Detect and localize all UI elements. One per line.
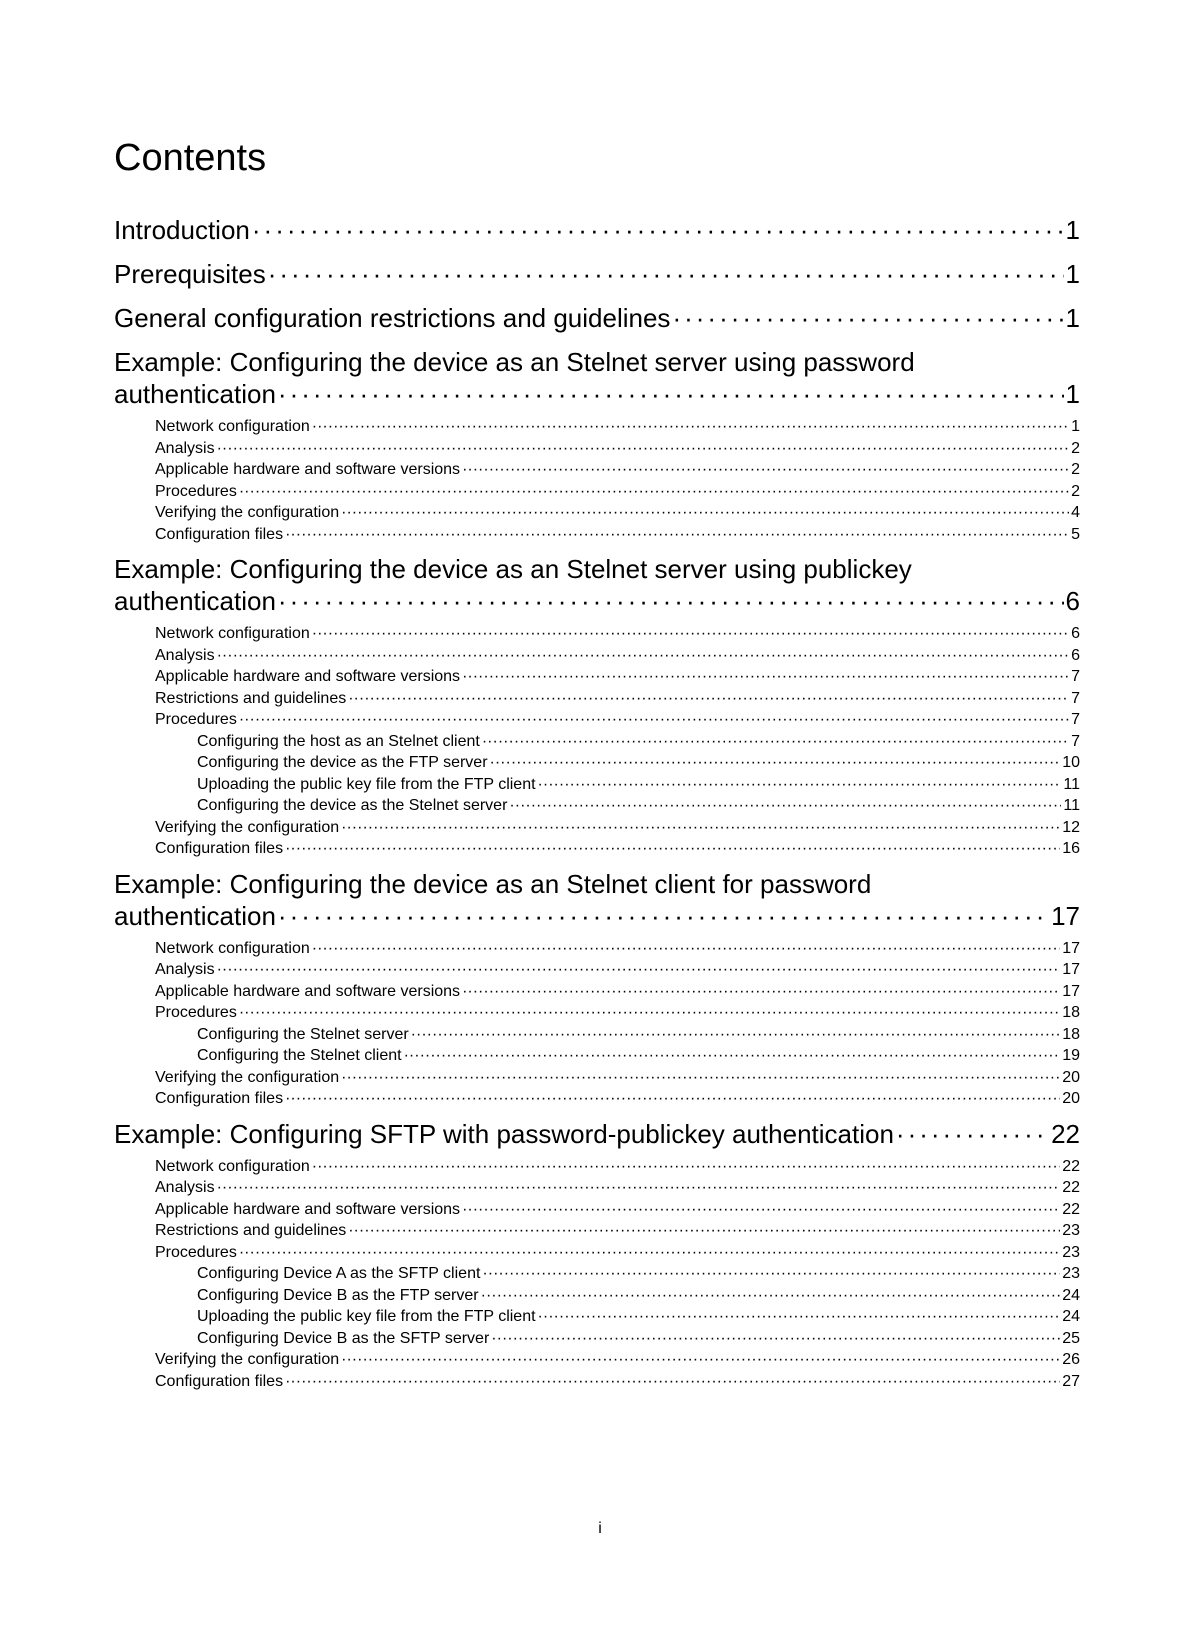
toc-subsection-entry[interactable] bbox=[114, 1306, 1080, 1328]
toc-page-number: 7 bbox=[1071, 732, 1080, 750]
toc-entry-label: Procedures bbox=[155, 1004, 237, 1021]
toc-page-number: 7 bbox=[1071, 668, 1080, 685]
dot-leader bbox=[462, 666, 1069, 688]
toc-entry-label: Analysis bbox=[155, 646, 215, 664]
toc-chapter-label: Example: Configuring the device as an Stelnet client for password bbox=[114, 868, 872, 899]
toc-section-entry[interactable] bbox=[114, 459, 1080, 481]
toc-page-number: 4 bbox=[1071, 504, 1080, 521]
toc-entry-label: authentication bbox=[114, 379, 276, 409]
dot-leader bbox=[285, 524, 1069, 546]
toc-entry-label: Prerequisites bbox=[114, 259, 266, 289]
toc-page-number: 25 bbox=[1062, 1329, 1080, 1347]
toc-entry-label: Procedures bbox=[155, 482, 237, 500]
dot-leader bbox=[312, 1156, 1060, 1178]
toc-page-number: 20 bbox=[1062, 1090, 1080, 1107]
toc-entry-label: Network configuration bbox=[155, 625, 310, 642]
dot-leader bbox=[239, 709, 1069, 731]
dot-leader bbox=[348, 688, 1069, 710]
toc-chapter-heading-line[interactable] bbox=[114, 868, 1080, 900]
toc-page-number: 23 bbox=[1062, 1222, 1080, 1239]
toc-page-number: 11 bbox=[1063, 775, 1080, 793]
toc-subsection-entry[interactable] bbox=[114, 1263, 1080, 1285]
dot-leader bbox=[482, 731, 1069, 753]
toc-entry-label: Procedures bbox=[155, 711, 237, 728]
toc-entry-introduction[interactable] bbox=[114, 214, 1080, 246]
toc-page-number: 22 bbox=[1062, 1157, 1080, 1175]
toc-page-number: 17 bbox=[1062, 982, 1080, 1000]
toc-page-number: 18 bbox=[1062, 1004, 1080, 1021]
toc-entry-label: Configuring the host as an Stelnet client bbox=[197, 732, 480, 750]
toc-section-entry[interactable] bbox=[114, 1220, 1080, 1242]
toc-entry-label: Network configuration bbox=[155, 939, 310, 957]
toc-entry-label: Applicable hardware and software versions bbox=[155, 668, 461, 685]
dot-leader bbox=[341, 1349, 1060, 1371]
toc-entry-label: Configuration files bbox=[155, 840, 284, 857]
toc-entry-label: Configuring the Stelnet server bbox=[197, 1025, 409, 1043]
toc-section-entry[interactable] bbox=[114, 666, 1080, 688]
toc-chapter-heading-line[interactable] bbox=[114, 346, 1080, 378]
dot-leader bbox=[896, 1118, 1049, 1150]
toc-page-number: 17 bbox=[1062, 939, 1080, 957]
dot-leader bbox=[252, 214, 1064, 246]
toc-section-entry[interactable] bbox=[114, 1349, 1080, 1371]
dot-leader bbox=[217, 1177, 1061, 1199]
toc-page-number: 6 bbox=[1071, 646, 1080, 664]
toc-subsection-entry[interactable] bbox=[114, 731, 1080, 753]
toc-subsection-entry[interactable] bbox=[114, 1285, 1080, 1307]
toc-entry-label: Network configuration bbox=[155, 418, 310, 435]
dot-leader bbox=[239, 1242, 1060, 1264]
toc-entry-label: Applicable hardware and software versions bbox=[155, 982, 461, 1000]
toc-chapter bbox=[114, 1118, 1080, 1393]
toc-page-number: 24 bbox=[1062, 1308, 1080, 1325]
toc-page-number: 7 bbox=[1071, 689, 1080, 707]
toc-section-entry[interactable] bbox=[114, 1177, 1080, 1199]
toc-entry-label: Restrictions and guidelines bbox=[155, 1222, 347, 1239]
toc-subsection-entry[interactable] bbox=[114, 774, 1080, 796]
toc-section-entry[interactable] bbox=[114, 981, 1080, 1003]
toc-entry-label: Configuring Device A as the SFTP client bbox=[197, 1265, 481, 1282]
toc-entry-label: authentication bbox=[114, 900, 276, 931]
toc-page-number: 2 bbox=[1071, 482, 1080, 500]
toc-page-number: 6 bbox=[1065, 586, 1080, 616]
toc-section-entry[interactable] bbox=[114, 1156, 1080, 1178]
dot-leader bbox=[538, 774, 1062, 796]
toc-entry-general-restrictions[interactable] bbox=[114, 302, 1080, 334]
toc-page-number: 17 bbox=[1051, 900, 1080, 931]
toc-chapter-entry[interactable] bbox=[114, 1118, 1080, 1150]
toc-chapter bbox=[114, 553, 1080, 860]
dot-leader bbox=[411, 1024, 1061, 1046]
toc-chapter bbox=[114, 868, 1080, 1110]
dot-leader bbox=[239, 1002, 1060, 1024]
dot-leader bbox=[278, 378, 1064, 410]
toc-entry-label: Restrictions and guidelines bbox=[155, 689, 347, 707]
toc-entry-label: Procedures bbox=[155, 1243, 237, 1261]
toc-chapter-entry[interactable] bbox=[114, 585, 1080, 617]
toc-section-entry[interactable] bbox=[114, 438, 1080, 460]
toc-entry-prerequisites[interactable] bbox=[114, 258, 1080, 290]
toc-page-number: 26 bbox=[1062, 1351, 1080, 1368]
chapter-list bbox=[114, 346, 1080, 1392]
toc-page-number: 1 bbox=[1065, 303, 1080, 333]
toc-section-entry[interactable] bbox=[114, 709, 1080, 731]
toc-entry-label: Configuring Device B as the SFTP server bbox=[197, 1329, 490, 1347]
dot-leader bbox=[404, 1045, 1061, 1067]
toc-page-number: 6 bbox=[1071, 625, 1080, 642]
toc-section-entry[interactable] bbox=[114, 645, 1080, 667]
dot-leader bbox=[341, 502, 1069, 524]
toc-page-number: 1 bbox=[1065, 215, 1080, 245]
toc-page-number: 23 bbox=[1062, 1243, 1080, 1261]
toc-page-number: 1 bbox=[1065, 379, 1080, 409]
toc-page-number: 24 bbox=[1062, 1286, 1080, 1304]
toc-entry-label: Applicable hardware and software versions bbox=[155, 461, 461, 478]
toc-entry-label: Analysis bbox=[155, 439, 215, 457]
toc-entry-label: authentication bbox=[114, 586, 276, 616]
toc-entry-label: Configuration files bbox=[155, 525, 284, 543]
dot-leader bbox=[312, 623, 1069, 645]
toc-entry-label: Configuring the device as the FTP server bbox=[197, 754, 488, 771]
toc-section-entry[interactable] bbox=[114, 1199, 1080, 1221]
toc-section-list bbox=[114, 416, 1080, 545]
toc-page-number: 1 bbox=[1065, 259, 1080, 289]
toc-section-entry[interactable] bbox=[114, 524, 1080, 546]
dot-leader bbox=[239, 481, 1069, 503]
toc-section-entry[interactable] bbox=[114, 1088, 1080, 1110]
toc-entry-label: Uploading the public key file from the FTP client bbox=[197, 1308, 536, 1325]
toc-chapter-label: Example: Configuring the device as an Stelnet server using password bbox=[114, 347, 915, 377]
toc-page-number: 27 bbox=[1062, 1372, 1080, 1390]
toc-section-entry[interactable] bbox=[114, 623, 1080, 645]
toc-subsection-entry[interactable] bbox=[114, 795, 1080, 817]
toc-page-number: 2 bbox=[1071, 461, 1080, 478]
toc-entry-label: Configuring the device as the Stelnet server bbox=[197, 797, 508, 814]
toc-page-number: 17 bbox=[1062, 961, 1080, 978]
dot-leader bbox=[509, 795, 1061, 817]
toc-page-number: 10 bbox=[1062, 754, 1080, 771]
toc-entry-label: Example: Configuring SFTP with password-publickey authentication bbox=[114, 1118, 894, 1149]
toc-entry-label: Verifying the configuration bbox=[155, 1068, 340, 1086]
toc-subsection-entry[interactable] bbox=[114, 1328, 1080, 1350]
toc-entry-label: Network configuration bbox=[155, 1157, 310, 1175]
dot-leader bbox=[278, 900, 1049, 932]
toc-section-entry[interactable] bbox=[114, 502, 1080, 524]
dot-leader bbox=[285, 838, 1060, 860]
toc-page-number: 1 bbox=[1071, 418, 1080, 435]
toc-entry-label: Uploading the public key file from the FTP client bbox=[197, 775, 536, 793]
toc-entry-label: Configuration files bbox=[155, 1090, 284, 1107]
toc-section-entry[interactable] bbox=[114, 1242, 1080, 1264]
toc-page-number: 19 bbox=[1062, 1047, 1080, 1064]
toc-entry-label: Introduction bbox=[114, 215, 250, 245]
dot-leader bbox=[285, 1088, 1060, 1110]
dot-leader bbox=[490, 752, 1061, 774]
dot-leader bbox=[481, 1285, 1061, 1307]
toc-page-number: 16 bbox=[1062, 840, 1080, 857]
dot-leader bbox=[217, 438, 1070, 460]
dot-leader bbox=[462, 459, 1069, 481]
toc-page-number: 18 bbox=[1062, 1025, 1080, 1043]
toc-section-entry[interactable] bbox=[114, 938, 1080, 960]
toc-section-entry[interactable] bbox=[114, 688, 1080, 710]
toc-entry-label: Applicable hardware and software versions bbox=[155, 1200, 461, 1218]
dot-leader bbox=[285, 1371, 1060, 1393]
toc-page-number: 20 bbox=[1062, 1068, 1080, 1086]
dot-leader bbox=[462, 1199, 1060, 1221]
toc-section-list bbox=[114, 938, 1080, 1110]
toc-page-number: 22 bbox=[1051, 1118, 1080, 1149]
toc-page-number: 22 bbox=[1062, 1179, 1080, 1196]
toc-section-entry[interactable] bbox=[114, 838, 1080, 860]
toc-page-number: 23 bbox=[1062, 1265, 1080, 1282]
dot-leader bbox=[312, 938, 1060, 960]
toc-section-list bbox=[114, 623, 1080, 860]
toc-section-entry[interactable] bbox=[114, 1067, 1080, 1089]
toc-entry-label: Configuration files bbox=[155, 1372, 284, 1390]
dot-leader bbox=[462, 981, 1060, 1003]
toc-page-number: 12 bbox=[1062, 818, 1080, 836]
dot-leader bbox=[341, 1067, 1060, 1089]
toc-section-entry[interactable] bbox=[114, 1002, 1080, 1024]
footer-page-number: i bbox=[598, 1520, 602, 1537]
dot-leader bbox=[268, 258, 1064, 290]
toc-subsection-entry[interactable] bbox=[114, 752, 1080, 774]
toc-entry-label: Verifying the configuration bbox=[155, 1351, 340, 1368]
toc-chapter bbox=[114, 346, 1080, 545]
toc-entry-label: Verifying the configuration bbox=[155, 818, 340, 836]
dot-leader bbox=[348, 1220, 1060, 1242]
page-title: Contents bbox=[114, 137, 267, 179]
toc-section-entry[interactable] bbox=[114, 817, 1080, 839]
toc-entry-label: Analysis bbox=[155, 961, 215, 978]
toc-page-number: 22 bbox=[1062, 1200, 1080, 1218]
toc-subsection-entry[interactable] bbox=[114, 1045, 1080, 1067]
dot-leader bbox=[312, 416, 1069, 438]
dot-leader bbox=[538, 1306, 1061, 1328]
toc-chapter-entry[interactable] bbox=[114, 900, 1080, 932]
dot-leader bbox=[482, 1263, 1060, 1285]
toc-section-entry[interactable] bbox=[114, 1371, 1080, 1393]
toc-entry-label: General configuration restrictions and guidelines bbox=[114, 303, 671, 333]
toc-entry-label: Verifying the configuration bbox=[155, 504, 340, 521]
toc-section-entry[interactable] bbox=[114, 959, 1080, 981]
toc-section-entry[interactable] bbox=[114, 416, 1080, 438]
dot-leader bbox=[278, 585, 1064, 617]
toc-subsection-entry[interactable] bbox=[114, 1024, 1080, 1046]
dot-leader bbox=[341, 817, 1060, 839]
dot-leader bbox=[491, 1328, 1060, 1350]
toc-page-number: 7 bbox=[1071, 711, 1080, 728]
dot-leader bbox=[672, 302, 1063, 334]
toc-entry-label: Analysis bbox=[155, 1179, 215, 1196]
toc-chapter-entry[interactable] bbox=[114, 378, 1080, 410]
table-of-contents bbox=[114, 214, 1080, 1392]
toc-chapter-label: Example: Configuring the device as an Stelnet server using publickey bbox=[114, 554, 912, 584]
toc-section-list bbox=[114, 1156, 1080, 1393]
toc-entry-label: Configuring Device B as the FTP server bbox=[197, 1286, 479, 1304]
toc-page-number: 5 bbox=[1071, 525, 1080, 543]
toc-section-entry[interactable] bbox=[114, 481, 1080, 503]
toc-entry-label: Configuring the Stelnet client bbox=[197, 1047, 402, 1064]
dot-leader bbox=[217, 645, 1070, 667]
toc-page-number: 11 bbox=[1063, 797, 1080, 814]
toc-chapter-heading-line[interactable] bbox=[114, 553, 1080, 585]
dot-leader bbox=[217, 959, 1061, 981]
toc-page-number: 2 bbox=[1071, 439, 1080, 457]
